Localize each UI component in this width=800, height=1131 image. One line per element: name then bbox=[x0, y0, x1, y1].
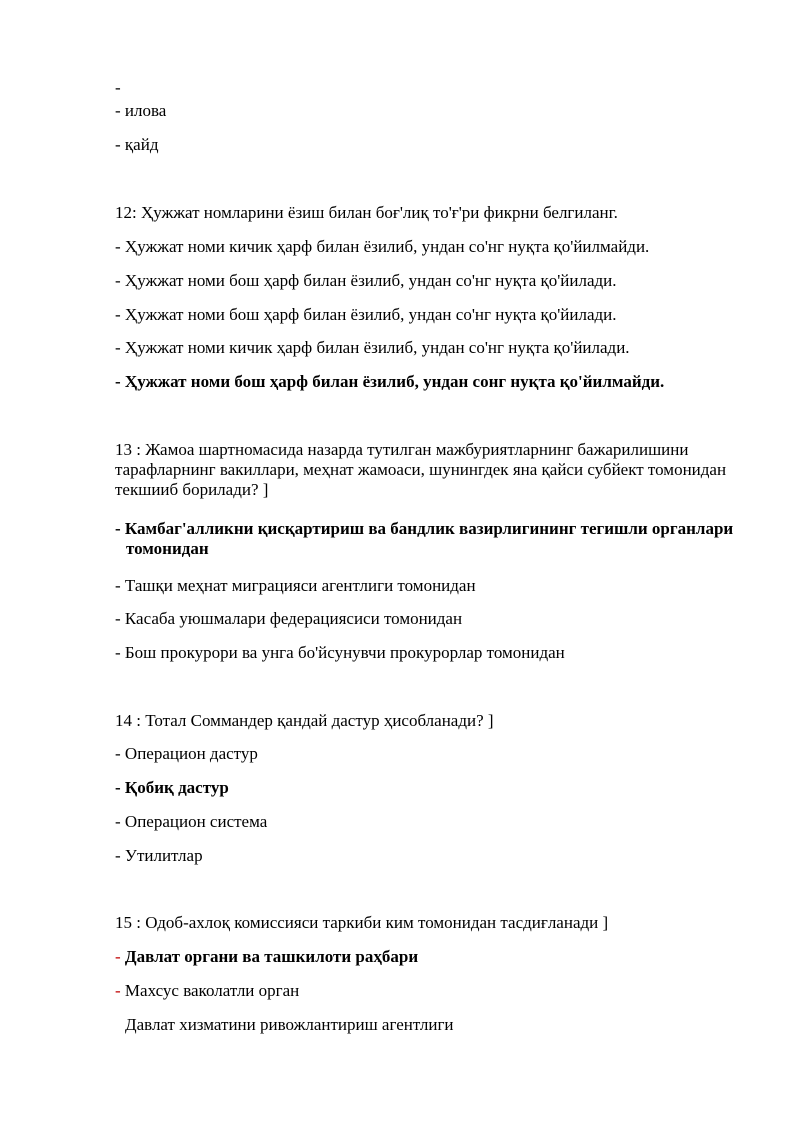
q11-option-1: - илова bbox=[115, 101, 167, 120]
q15-option-2-line bbox=[115, 981, 299, 1001]
q13-option-1: - Ташқи меҳнат миграцияси агентлиги томонидан bbox=[115, 576, 476, 595]
q12-option-3: - Ҳужжат номи бош ҳарф билан ёзилиб, ундан со'нг нуқта қо'йилади. bbox=[115, 305, 617, 324]
q13-question: 13 : Жамоа шартномасида назарда тутилган мажбуриятларнинг бажарилишини тарафларнинг вакиллари, меҳнат жамоаси, шунингдек яна қайси субйект томонидан текшииб борилади? ] bbox=[115, 440, 727, 499]
q14-question: 14 : Тотал Соммандер қандай дастур ҳисобланади? ] bbox=[115, 711, 494, 730]
q14-option-3: - Утилитлар bbox=[115, 846, 203, 865]
q15-option-2-dash: - bbox=[115, 981, 121, 1000]
q12-option-4: - Ҳужжат номи кичик ҳарф билан ёзилиб, ундан со'нг нуқта қо'йилади. bbox=[115, 338, 630, 357]
q15-question: 15 : Одоб-ахлоқ комиссияси таркиби ким томонидан тасдиғланади ] bbox=[115, 913, 609, 932]
q12-option-2: - Ҳужжат номи бош ҳарф билан ёзилиб, ундан со'нг нуқта қо'йилади. bbox=[115, 271, 617, 290]
q13-option-2: - Касаба уюшмалари федерациясиси томонидан bbox=[115, 609, 463, 628]
q15-answer-line bbox=[115, 947, 418, 967]
q11-option-2: - қайд bbox=[115, 135, 159, 154]
q15-answer: Давлат органи ва ташкилоти раҳбари bbox=[124, 947, 419, 966]
q14-option-2: - Операцион система bbox=[115, 812, 268, 831]
q13-answer: - Камбаг'алликни қисқартириш ва бандлик вазирлигининг тегишли органлари томонидан bbox=[115, 519, 734, 558]
q15-option-3: Давлат хизматини ривожлантириш агентлиги bbox=[125, 1015, 454, 1034]
q12-answer: - Ҳужжат номи бош ҳарф билан ёзилиб, ундан сонг нуқта қо'йилмайди. bbox=[115, 372, 665, 391]
q15-answer-dash: - bbox=[115, 947, 121, 966]
q14-option-1: - Операцион дастур bbox=[115, 744, 258, 763]
q15-option-2: Махсус ваколатли орган bbox=[124, 981, 300, 1000]
q12-question: 12: Ҳужжат номларини ёзиш билан боғ'лиқ то'ғ'ри фикрни белгиланг. bbox=[115, 203, 618, 222]
q14-answer: - Қобиқ дастур bbox=[115, 778, 229, 797]
top-dash: - bbox=[115, 78, 121, 97]
q12-option-1: - Ҳужжат номи кичик ҳарф билан ёзилиб, ундан со'нг нуқта қо'йилмайди. bbox=[115, 237, 650, 256]
q13-option-3: - Бош прокурори ва унга бо'йсунувчи прокурорлар томонидан bbox=[115, 643, 565, 662]
